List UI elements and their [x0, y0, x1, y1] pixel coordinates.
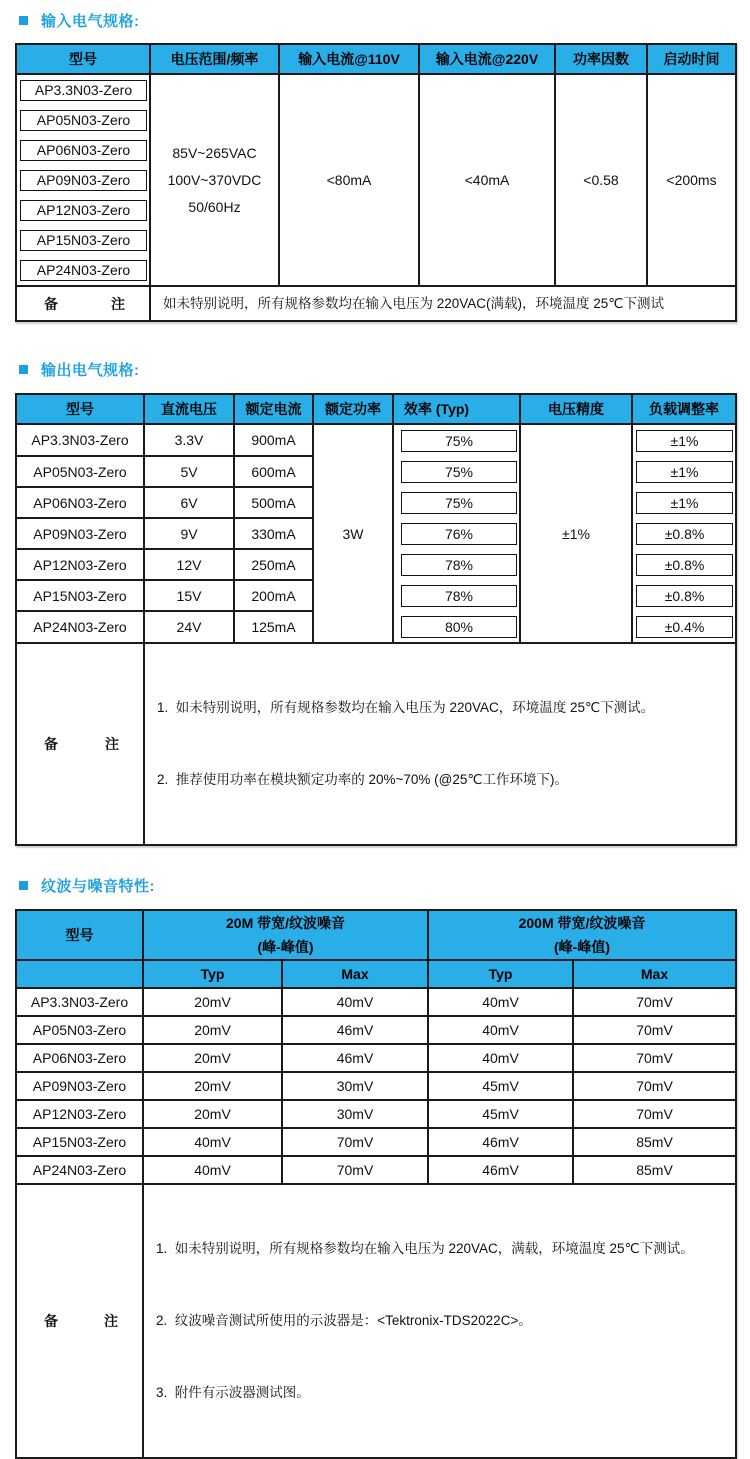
- ripple-noise-table: [15, 909, 737, 1459]
- header-typ-200m: Typ: [428, 960, 573, 988]
- value-cell: 70mV: [573, 988, 736, 1016]
- startup-time-cell: <200ms: [647, 74, 736, 286]
- header-startup-time: 启动时间: [647, 44, 736, 74]
- value-cell: 46mV: [428, 1156, 573, 1184]
- header-model: 型号: [16, 910, 143, 960]
- value-cell: 40mV: [428, 1044, 573, 1072]
- model-cell: AP05N03-Zero: [16, 456, 144, 487]
- square-bullet-icon: [19, 16, 28, 25]
- square-bullet-icon: [19, 881, 28, 890]
- value-cell: 40mV: [428, 1016, 573, 1044]
- table-row: [16, 424, 736, 456]
- voltage-cell: 3.3V: [144, 424, 234, 456]
- table-header-row: [16, 394, 736, 424]
- load-reg-cell: ±1%: [632, 487, 736, 518]
- note-label-cell: 备 注: [16, 286, 150, 321]
- table-row: [16, 1100, 736, 1128]
- voltage-cell: 15V: [144, 580, 234, 611]
- note-text: 1. 如未特别说明，所有规格参数均在输入电压为 220VAC，环境温度 25℃下测试。 2. 推荐使用功率在模块额定功率的 20%~70% (@25℃工作环境下)。: [144, 643, 736, 845]
- model-cell: AP06N03-Zero: [16, 1044, 143, 1072]
- value-cell: 20mV: [143, 1072, 282, 1100]
- header-max-20m: Max: [282, 960, 428, 988]
- voltage-cell: 5V: [144, 456, 234, 487]
- value-cell: 70mV: [282, 1128, 428, 1156]
- current-220-cell: <40mA: [419, 74, 555, 286]
- header-rated-power: 额定功率: [313, 394, 393, 424]
- model-cell: AP06N03-Zero: [16, 487, 144, 518]
- table-row: [16, 74, 736, 105]
- voltage-cell: 6V: [144, 487, 234, 518]
- note-label-cell: 备 注: [16, 643, 144, 845]
- value-cell: 46mV: [428, 1128, 573, 1156]
- header-efficiency: 效率 (Typ): [393, 394, 520, 424]
- header-model: 型号: [16, 394, 144, 424]
- rated-power-cell: 3W: [313, 424, 393, 643]
- current-cell: 200mA: [234, 580, 313, 611]
- current-cell: 125mA: [234, 611, 313, 643]
- table-row: [16, 988, 736, 1016]
- efficiency-cell: 78%: [393, 549, 520, 580]
- value-cell: 70mV: [573, 1044, 736, 1072]
- header-empty: [16, 960, 143, 988]
- header-typ-20m: Typ: [143, 960, 282, 988]
- section-title-output: [19, 359, 736, 380]
- model-cell: AP12N03-Zero: [16, 1100, 143, 1128]
- table-header-row: [16, 44, 736, 74]
- header-model: 型号: [16, 44, 150, 74]
- model-cell: AP24N03-Zero: [16, 1156, 143, 1184]
- value-cell: 85mV: [573, 1128, 736, 1156]
- load-reg-cell: ±1%: [632, 456, 736, 487]
- square-bullet-icon: [19, 365, 28, 374]
- value-cell: 45mV: [428, 1100, 573, 1128]
- table-header-row: [16, 910, 736, 960]
- value-cell: 46mV: [282, 1016, 428, 1044]
- efficiency-cell: 75%: [393, 424, 520, 456]
- value-cell: 40mV: [282, 988, 428, 1016]
- value-cell: 20mV: [143, 1044, 282, 1072]
- model-cell: AP12N03-Zero: [16, 195, 150, 225]
- value-cell: 85mV: [573, 1156, 736, 1184]
- efficiency-cell: 75%: [393, 456, 520, 487]
- header-power-factor: 功率因数: [555, 44, 647, 74]
- table-row: [16, 1128, 736, 1156]
- model-cell: AP15N03-Zero: [16, 1128, 143, 1156]
- power-factor-cell: <0.58: [555, 74, 647, 286]
- current-cell: 500mA: [234, 487, 313, 518]
- table-row: [16, 1044, 736, 1072]
- note-label-cell: 备 注: [16, 1184, 143, 1458]
- value-cell: 70mV: [573, 1016, 736, 1044]
- efficiency-cell: 80%: [393, 611, 520, 643]
- note-text: 如未特别说明，所有规格参数均在输入电压为 220VAC(满载)，环境温度 25℃下测试: [150, 286, 736, 321]
- voltage-precision-cell: ±1%: [520, 424, 632, 643]
- header-current-110: 输入电流@110V: [279, 44, 419, 74]
- current-110-cell: <80mA: [279, 74, 419, 286]
- section-title-text: 输入电气规格:: [41, 13, 140, 30]
- header-200m-group: 200M 带宽/纹波噪音 (峰-峰值): [428, 910, 736, 960]
- value-cell: 30mV: [282, 1100, 428, 1128]
- model-cell: AP3.3N03-Zero: [16, 424, 144, 456]
- value-cell: 40mV: [143, 1156, 282, 1184]
- note-text: 1. 如未特别说明，所有规格参数均在输入电压为 220VAC，满载，环境温度 25℃下测试。 2. 纹波噪音测试所使用的示波器是：<Tektronix-TDS2022C>。 3. 附件有示波器测试图。: [143, 1184, 736, 1458]
- value-cell: 40mV: [428, 988, 573, 1016]
- model-cell: AP06N03-Zero: [16, 135, 150, 165]
- value-cell: 46mV: [282, 1044, 428, 1072]
- model-cell: AP15N03-Zero: [16, 225, 150, 255]
- model-cell: AP12N03-Zero: [16, 549, 144, 580]
- section-title-input: [19, 10, 736, 31]
- voltage-cell: 9V: [144, 518, 234, 549]
- header-voltage-precision: 电压精度: [520, 394, 632, 424]
- value-cell: 70mV: [573, 1100, 736, 1128]
- header-rated-current: 额定电流: [234, 394, 313, 424]
- note-row: [16, 1184, 736, 1458]
- section-title-ripple: [19, 875, 736, 896]
- section-title-text: 纹波与噪音特性:: [41, 878, 155, 895]
- voltage-cell: 12V: [144, 549, 234, 580]
- note-row: [16, 643, 736, 845]
- section-title-text: 输出电气规格:: [41, 362, 140, 379]
- efficiency-cell: 76%: [393, 518, 520, 549]
- voltage-range-cell: 85V~265VAC 100V~370VDC 50/60Hz: [150, 74, 279, 286]
- efficiency-cell: 75%: [393, 487, 520, 518]
- model-cell: AP09N03-Zero: [16, 165, 150, 195]
- value-cell: 30mV: [282, 1072, 428, 1100]
- header-current-220: 输入电流@220V: [419, 44, 555, 74]
- model-cell: AP24N03-Zero: [16, 611, 144, 643]
- model-cell: AP05N03-Zero: [16, 1016, 143, 1044]
- current-cell: 250mA: [234, 549, 313, 580]
- efficiency-cell: 78%: [393, 580, 520, 611]
- value-cell: 70mV: [573, 1072, 736, 1100]
- model-cell: AP15N03-Zero: [16, 580, 144, 611]
- table-row: [16, 1072, 736, 1100]
- load-reg-cell: ±0.8%: [632, 549, 736, 580]
- model-cell: AP24N03-Zero: [16, 255, 150, 286]
- note-row: [16, 286, 736, 321]
- header-20m-group: 20M 带宽/纹波噪音 (峰-峰值): [143, 910, 428, 960]
- load-reg-cell: ±1%: [632, 424, 736, 456]
- current-cell: 600mA: [234, 456, 313, 487]
- value-cell: 20mV: [143, 988, 282, 1016]
- voltage-cell: 24V: [144, 611, 234, 643]
- table-row: [16, 1156, 736, 1184]
- value-cell: 20mV: [143, 1100, 282, 1128]
- model-cell: AP09N03-Zero: [16, 518, 144, 549]
- model-cell: AP3.3N03-Zero: [16, 988, 143, 1016]
- header-dc-voltage: 直流电压: [144, 394, 234, 424]
- value-cell: 20mV: [143, 1016, 282, 1044]
- current-cell: 900mA: [234, 424, 313, 456]
- header-voltage-range: 电压范围/频率: [150, 44, 279, 74]
- load-reg-cell: ±0.8%: [632, 580, 736, 611]
- table-row: [16, 1016, 736, 1044]
- value-cell: 40mV: [143, 1128, 282, 1156]
- load-reg-cell: ±0.4%: [632, 611, 736, 643]
- table-subheader-row: [16, 960, 736, 988]
- value-cell: 70mV: [282, 1156, 428, 1184]
- load-reg-cell: ±0.8%: [632, 518, 736, 549]
- model-cell: AP3.3N03-Zero: [16, 74, 150, 105]
- model-cell: AP05N03-Zero: [16, 105, 150, 135]
- value-cell: 45mV: [428, 1072, 573, 1100]
- output-spec-table: [15, 393, 737, 846]
- header-load-regulation: 负载调整率: [632, 394, 736, 424]
- model-cell: AP09N03-Zero: [16, 1072, 143, 1100]
- input-spec-table: [15, 43, 737, 322]
- current-cell: 330mA: [234, 518, 313, 549]
- header-max-200m: Max: [573, 960, 736, 988]
